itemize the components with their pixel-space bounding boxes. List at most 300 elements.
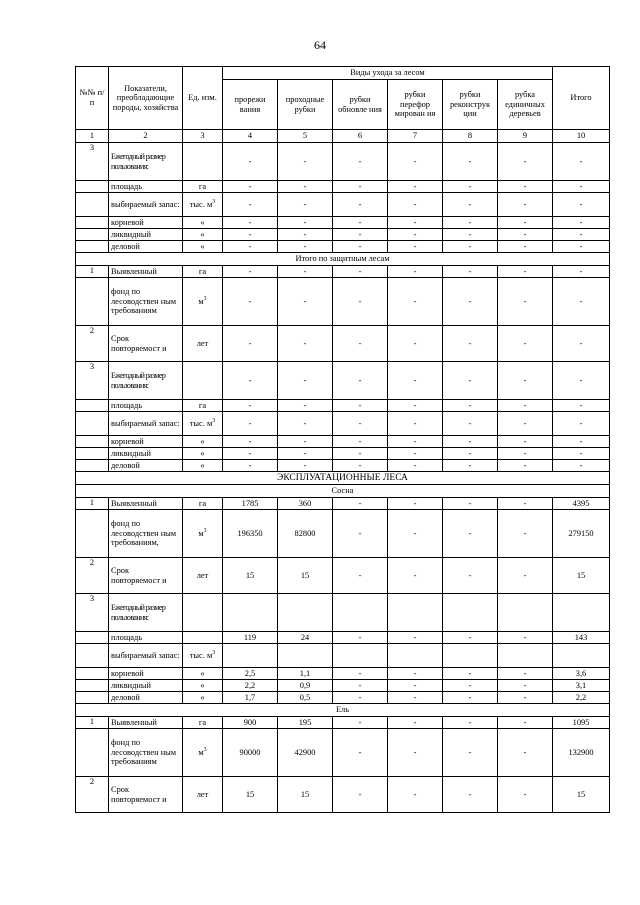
section-row <box>76 253 610 266</box>
row-value: - <box>223 448 278 460</box>
row-value: - <box>278 448 333 460</box>
row-label: фонд по лесоводствен ным требованиям <box>109 729 183 777</box>
row-total: 15 <box>553 558 610 594</box>
row-value: - <box>223 460 278 472</box>
row-value: - <box>278 266 333 278</box>
row-unit: га <box>183 498 223 510</box>
row-value: 1,7 <box>223 692 278 704</box>
row-number <box>76 400 109 412</box>
row-total: 2,2 <box>553 692 610 704</box>
row-label: площадь <box>109 632 183 644</box>
row-value: - <box>278 181 333 193</box>
row-label: фонд по лесоводствен ным требованиям, <box>109 510 183 558</box>
row-value <box>443 644 498 668</box>
header-total: Итого <box>553 67 610 130</box>
row-value: - <box>278 326 333 362</box>
row-value: 1785 <box>223 498 278 510</box>
row-unit: лет <box>183 326 223 362</box>
table-body <box>76 143 610 813</box>
row-value: 1,1 <box>278 668 333 680</box>
row-number <box>76 692 109 704</box>
row-label: Ежегодный размер пользования: <box>109 362 183 400</box>
section-title: Ель <box>76 704 610 717</box>
table-row <box>76 448 610 460</box>
col-number: 6 <box>333 130 388 143</box>
row-value: - <box>278 217 333 229</box>
table-row <box>76 181 610 193</box>
row-label: выбираемый запас: <box>109 644 183 668</box>
row-value: - <box>498 498 553 510</box>
table-row <box>76 436 610 448</box>
row-value: - <box>498 181 553 193</box>
row-value: - <box>443 729 498 777</box>
section-row <box>76 472 610 485</box>
row-value: 196350 <box>223 510 278 558</box>
row-value: 42900 <box>278 729 333 777</box>
row-unit <box>183 632 223 644</box>
row-value: 90000 <box>223 729 278 777</box>
row-value: - <box>388 143 443 181</box>
row-label: Ежегодный размер пользования: <box>109 143 183 181</box>
row-label: деловой <box>109 241 183 253</box>
row-number <box>76 241 109 253</box>
row-number: 3 <box>76 143 109 181</box>
header-col: прорежи вания <box>223 80 278 130</box>
row-number <box>76 729 109 777</box>
row-unit: га <box>183 717 223 729</box>
row-value <box>223 594 278 632</box>
row-unit: « <box>183 436 223 448</box>
table-row <box>76 668 610 680</box>
row-number <box>76 181 109 193</box>
row-total: - <box>553 241 610 253</box>
row-value: - <box>388 510 443 558</box>
row-value: - <box>223 362 278 400</box>
row-label: Срок повторяемост и <box>109 777 183 813</box>
row-label: Срок повторяемост и <box>109 558 183 594</box>
row-value: - <box>498 510 553 558</box>
row-total: - <box>553 412 610 436</box>
row-total: 132900 <box>553 729 610 777</box>
row-value: - <box>278 400 333 412</box>
row-unit: $м^3$ <box>183 729 223 777</box>
row-value: - <box>388 680 443 692</box>
row-value: - <box>443 266 498 278</box>
row-label: площадь <box>109 400 183 412</box>
table-row <box>76 729 610 777</box>
row-value: - <box>388 229 443 241</box>
table-row <box>76 777 610 813</box>
row-value: - <box>333 181 388 193</box>
row-number: 1 <box>76 717 109 729</box>
row-total: 3,1 <box>553 680 610 692</box>
row-total: - <box>553 460 610 472</box>
row-value: - <box>443 400 498 412</box>
row-number <box>76 229 109 241</box>
row-number: 2 <box>76 326 109 362</box>
header-unit: Ед. изм. <box>183 67 223 130</box>
row-value: - <box>498 558 553 594</box>
col-number: 7 <box>388 130 443 143</box>
row-value: - <box>498 632 553 644</box>
row-value: - <box>388 362 443 400</box>
row-value: - <box>388 692 443 704</box>
row-value: - <box>388 558 443 594</box>
row-label: корневой <box>109 668 183 680</box>
row-value: - <box>498 680 553 692</box>
row-value: - <box>498 436 553 448</box>
section-title: ЭКСПЛУАТАЦИОННЫЕ ЛЕСА <box>76 472 610 485</box>
row-value: - <box>223 266 278 278</box>
row-value: - <box>278 143 333 181</box>
row-value: - <box>278 460 333 472</box>
row-total: 15 <box>553 777 610 813</box>
row-total: 1095 <box>553 717 610 729</box>
row-value: - <box>333 680 388 692</box>
row-value: - <box>388 460 443 472</box>
row-value: - <box>498 412 553 436</box>
row-value: - <box>333 193 388 217</box>
row-value: - <box>333 632 388 644</box>
row-label: Выявленный <box>109 266 183 278</box>
row-label: Ежегодный размер пользования: <box>109 594 183 632</box>
section-title: Сосна <box>76 485 610 498</box>
row-value: - <box>443 668 498 680</box>
row-unit: га <box>183 266 223 278</box>
row-value: - <box>278 362 333 400</box>
row-value: - <box>498 448 553 460</box>
col-number: 2 <box>109 130 183 143</box>
row-value: - <box>498 692 553 704</box>
row-unit: « <box>183 217 223 229</box>
row-total: - <box>553 217 610 229</box>
row-value: - <box>443 217 498 229</box>
table-row <box>76 362 610 400</box>
row-value: - <box>443 692 498 704</box>
row-label: ликвидный <box>109 229 183 241</box>
table-row <box>76 510 610 558</box>
section-row <box>76 485 610 498</box>
row-label: Выявленный <box>109 717 183 729</box>
table-row <box>76 460 610 472</box>
row-unit: « <box>183 680 223 692</box>
row-value: - <box>333 278 388 326</box>
row-unit: « <box>183 668 223 680</box>
row-value: - <box>223 229 278 241</box>
row-total: - <box>553 362 610 400</box>
row-number: 3 <box>76 594 109 632</box>
row-total: - <box>553 436 610 448</box>
header-col: рубки обновле ния <box>333 80 388 130</box>
row-value: - <box>388 241 443 253</box>
row-unit: $м^3$ <box>183 278 223 326</box>
row-value <box>388 644 443 668</box>
row-value: - <box>443 193 498 217</box>
header-num: №№ п/п <box>76 67 109 130</box>
row-value: - <box>223 143 278 181</box>
row-total: - <box>553 448 610 460</box>
row-value: - <box>388 193 443 217</box>
row-value: 900 <box>223 717 278 729</box>
row-unit: « <box>183 241 223 253</box>
row-number <box>76 217 109 229</box>
row-number <box>76 412 109 436</box>
row-value: - <box>443 278 498 326</box>
row-value: - <box>278 412 333 436</box>
row-value: - <box>388 777 443 813</box>
row-value: - <box>443 510 498 558</box>
col-number: 3 <box>183 130 223 143</box>
header-col: рубка единичных деревьев <box>498 80 553 130</box>
row-value: - <box>333 217 388 229</box>
row-value <box>388 594 443 632</box>
header-col: проходные рубки <box>278 80 333 130</box>
row-value: - <box>333 326 388 362</box>
row-value: - <box>443 558 498 594</box>
row-value <box>333 594 388 632</box>
col-number: 10 <box>553 130 610 143</box>
row-value: - <box>498 362 553 400</box>
row-value: - <box>388 498 443 510</box>
row-value: - <box>443 241 498 253</box>
forest-care-table <box>75 66 610 813</box>
row-unit <box>183 143 223 181</box>
row-value: 15 <box>278 558 333 594</box>
table-row <box>76 266 610 278</box>
row-value: - <box>498 193 553 217</box>
row-value <box>443 594 498 632</box>
row-value: 2,5 <box>223 668 278 680</box>
row-value: 0,5 <box>278 692 333 704</box>
row-value: - <box>333 692 388 704</box>
row-value: - <box>443 448 498 460</box>
table-row <box>76 143 610 181</box>
row-total: - <box>553 326 610 362</box>
row-value: - <box>333 143 388 181</box>
row-value: - <box>333 510 388 558</box>
row-unit: га <box>183 400 223 412</box>
row-total: - <box>553 278 610 326</box>
table-row <box>76 278 610 326</box>
row-unit: « <box>183 229 223 241</box>
row-value: - <box>278 193 333 217</box>
row-value: - <box>388 668 443 680</box>
row-number <box>76 436 109 448</box>
row-value: - <box>333 460 388 472</box>
row-value: - <box>388 326 443 362</box>
row-unit: лет <box>183 777 223 813</box>
row-value: - <box>333 668 388 680</box>
row-total: 3,6 <box>553 668 610 680</box>
row-value: - <box>443 181 498 193</box>
row-label: ликвидный <box>109 448 183 460</box>
row-number: 2 <box>76 777 109 813</box>
row-value: - <box>333 436 388 448</box>
row-label: Срок повторяемост и <box>109 326 183 362</box>
row-value: - <box>498 326 553 362</box>
table-row <box>76 692 610 704</box>
row-total: 143 <box>553 632 610 644</box>
row-unit: тыс. $м^3$ <box>183 644 223 668</box>
row-value: - <box>223 412 278 436</box>
row-value: - <box>498 400 553 412</box>
header-group-title: Виды ухода за лесом <box>223 67 553 80</box>
row-value: - <box>443 498 498 510</box>
row-number: 2 <box>76 558 109 594</box>
row-value: - <box>498 229 553 241</box>
row-value: - <box>443 143 498 181</box>
col-number: 1 <box>76 130 109 143</box>
row-value <box>333 644 388 668</box>
row-value <box>223 644 278 668</box>
row-value: - <box>388 448 443 460</box>
row-value: - <box>223 400 278 412</box>
row-number: 1 <box>76 498 109 510</box>
row-label: фонд по лесоводствен ным требованиям <box>109 278 183 326</box>
row-value: 15 <box>278 777 333 813</box>
row-value: - <box>443 412 498 436</box>
row-value: - <box>223 241 278 253</box>
row-value: - <box>333 229 388 241</box>
row-number <box>76 278 109 326</box>
row-total: - <box>553 229 610 241</box>
row-label: выбираемый запас: <box>109 412 183 436</box>
row-total: - <box>553 400 610 412</box>
row-value: - <box>388 181 443 193</box>
row-value: - <box>223 217 278 229</box>
row-value: - <box>223 326 278 362</box>
table-row <box>76 217 610 229</box>
row-label: деловой <box>109 460 183 472</box>
row-value: - <box>388 278 443 326</box>
row-unit: га <box>183 181 223 193</box>
row-value: 2,2 <box>223 680 278 692</box>
header-col: рубки реконструк ции <box>443 80 498 130</box>
row-value: - <box>333 400 388 412</box>
row-value: 0,9 <box>278 680 333 692</box>
table-row <box>76 594 610 632</box>
row-label: корневой <box>109 436 183 448</box>
row-value: - <box>388 436 443 448</box>
row-value: - <box>333 558 388 594</box>
row-value: - <box>443 632 498 644</box>
row-unit: « <box>183 460 223 472</box>
table-row <box>76 632 610 644</box>
row-value: - <box>498 729 553 777</box>
table-row <box>76 644 610 668</box>
row-value: 119 <box>223 632 278 644</box>
row-value: - <box>223 181 278 193</box>
row-label: Выявленный <box>109 498 183 510</box>
row-total: 279150 <box>553 510 610 558</box>
row-number <box>76 460 109 472</box>
row-unit: тыс. $м^3$ <box>183 412 223 436</box>
row-value: - <box>443 717 498 729</box>
row-unit: « <box>183 692 223 704</box>
row-value: - <box>333 717 388 729</box>
row-value: - <box>388 632 443 644</box>
row-value: - <box>498 266 553 278</box>
row-value: - <box>333 498 388 510</box>
row-label: ликвидный <box>109 680 183 692</box>
row-value: - <box>443 362 498 400</box>
table-row <box>76 326 610 362</box>
row-total: - <box>553 193 610 217</box>
row-value: 360 <box>278 498 333 510</box>
row-value: - <box>333 241 388 253</box>
table-row <box>76 412 610 436</box>
table-row <box>76 400 610 412</box>
row-total: - <box>553 181 610 193</box>
row-total: - <box>553 266 610 278</box>
row-value <box>498 594 553 632</box>
row-total <box>553 594 610 632</box>
table-row <box>76 558 610 594</box>
row-number <box>76 680 109 692</box>
table-row <box>76 680 610 692</box>
row-value: - <box>333 362 388 400</box>
row-value: - <box>388 400 443 412</box>
row-number: 1 <box>76 266 109 278</box>
row-number <box>76 668 109 680</box>
row-value: 24 <box>278 632 333 644</box>
table-row <box>76 241 610 253</box>
row-unit: « <box>183 448 223 460</box>
row-value: - <box>498 143 553 181</box>
row-unit <box>183 362 223 400</box>
row-value: - <box>498 717 553 729</box>
row-value: - <box>333 412 388 436</box>
row-value: - <box>388 717 443 729</box>
row-unit: $м^3$ <box>183 510 223 558</box>
row-value: - <box>498 241 553 253</box>
table-row <box>76 229 610 241</box>
row-value: - <box>443 777 498 813</box>
row-number <box>76 510 109 558</box>
table-row <box>76 193 610 217</box>
row-value: - <box>278 436 333 448</box>
row-number: 3 <box>76 362 109 400</box>
header-indicators: Показатели, преобладающие породы, хозяйства <box>109 67 183 130</box>
row-value: - <box>443 436 498 448</box>
col-number: 4 <box>223 130 278 143</box>
row-total: 4395 <box>553 498 610 510</box>
row-label: корневой <box>109 217 183 229</box>
row-value: 15 <box>223 558 278 594</box>
row-value: - <box>388 729 443 777</box>
row-value: - <box>223 436 278 448</box>
row-value: - <box>333 777 388 813</box>
row-value: 82800 <box>278 510 333 558</box>
row-unit: тыс. $м^3$ <box>183 193 223 217</box>
col-number: 8 <box>443 130 498 143</box>
row-unit: лет <box>183 558 223 594</box>
row-value: 195 <box>278 717 333 729</box>
row-value: - <box>498 278 553 326</box>
row-value: - <box>333 729 388 777</box>
row-number <box>76 644 109 668</box>
row-value: - <box>388 217 443 229</box>
row-value: - <box>498 460 553 472</box>
col-number: 9 <box>498 130 553 143</box>
row-value: - <box>443 229 498 241</box>
row-value: - <box>443 460 498 472</box>
row-value: - <box>443 680 498 692</box>
row-value <box>498 644 553 668</box>
table-row <box>76 498 610 510</box>
row-label: площадь <box>109 181 183 193</box>
row-number <box>76 632 109 644</box>
